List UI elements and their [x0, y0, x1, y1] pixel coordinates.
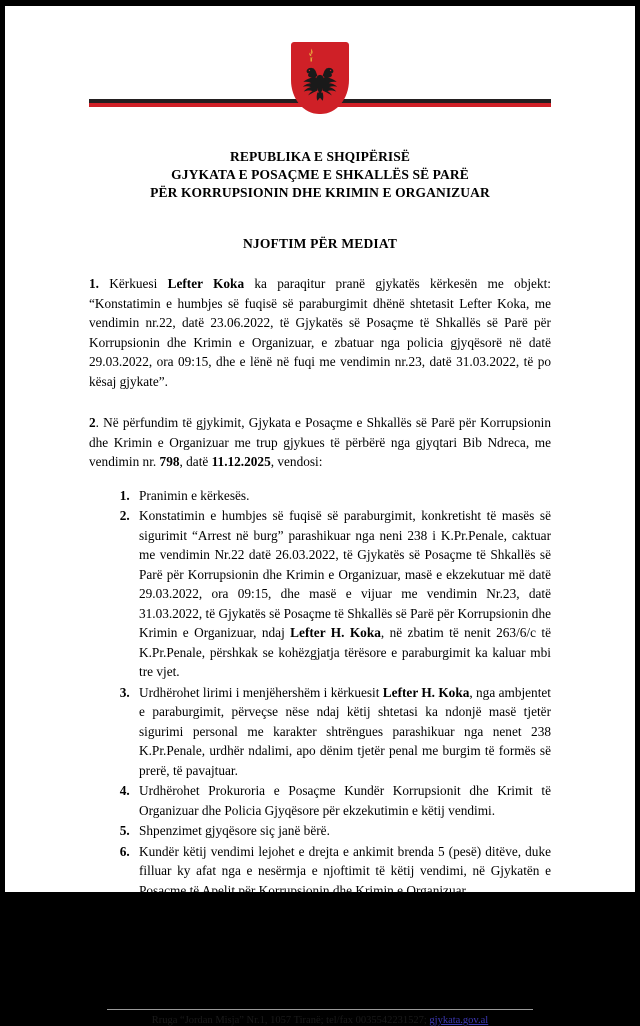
list-item: [133, 683, 551, 781]
decisions-list: [89, 486, 551, 901]
decision-1-text-a: Pranimin e kërkesës.: [139, 487, 250, 503]
signature-line: Tiranë, më datë 11.12.2025: [399, 930, 551, 945]
decision-3-text-a: Urdhërohet lirimi i menjëhershëm i kërkuesit: [139, 684, 383, 700]
org-line-2: GJYKATA E POSAÇME E SHKALLËS SË PARË: [171, 167, 469, 182]
decision-3-text-b: , nga ambjentet e paraburgimit, përveçse nëse ndaj këtij shtetasi ka ndonjë masë tjetër sigurimi personal me karakter shtrëngues parashikuar nga nenet 238 K.Pr.Penale, urdhër ndalimi, apo dënim tjetër penal me burgim të formës së prerë, të pavajtuar.: [139, 684, 551, 778]
letterhead-emblem-area: [89, 42, 551, 146]
list-item: [133, 821, 551, 841]
organization-title: [89, 148, 551, 202]
paragraph-2-number: 2: [89, 415, 96, 430]
paragraph-1-text-b: ka paraqitur pranë gjykatës kërkesën me objekt: “Konstatimin e humbjes së fuqisë së paraburgimit dhënë shtetasit Lefter Koka, me vendimin nr.22, datë 23.06.2022, të Gjykatës së Posaçme të Shkallës së Parë për Korrupsionin dhe Krimin e Organizuar, e zbatuar nga policia gjyqësorë në datë 29.03.2022, ora 09:15, dhe e lënë në fuqi me vendimin nr.23, datë 31.03.2022, të po kësaj gjykate”.: [89, 276, 551, 389]
list-item: [133, 506, 551, 682]
decision-number: 798: [159, 454, 180, 469]
decision-3-person-name: Lefter H. Koka: [382, 684, 470, 700]
list-item: [133, 842, 551, 901]
paragraph-1: [89, 274, 551, 391]
org-line-1: REPUBLIKA E SHQIPËRISË: [229, 149, 410, 164]
list-item: [133, 781, 551, 820]
paragraph-2-text-c: , vendosi:: [270, 454, 323, 469]
decision-2-text-a: Konstatimin e humbjes së fuqisë së paraburgimit, konkretisht të masës së sigurimit “Arrest në burg” parashikuar nga neni 238 i K.Pr.Penale, caktuar me vendimin Nr.22 datë 26.03.2022, të Gjykatës së Posaçme të Shkallës së Parë për Korrupsionin dhe Krimin e Organizuar, masë e ekzekutuar më datë 29.03.2022, ora 09:15, dhe masë e vijuar me vendimin Nr.23, datë 31.03.2022, të Gjykatës së Posaçme të Shkallës së Parë për Korrupsionin dhe Krimin e Organizuar, ndaj: [139, 508, 551, 640]
albanian-coat-of-arms-icon: [291, 42, 349, 114]
double-headed-eagle-icon: [298, 59, 342, 103]
paragraph-2: [89, 413, 551, 472]
list-item: [133, 486, 551, 506]
decision-date: 11.12.2025: [211, 454, 271, 469]
footer-address-text: Rruga “Jordan Misja” Nr.1, 1057 Tiranë; tel/fax 0035542231527;: [151, 1015, 430, 1026]
header-divider-left: [89, 99, 304, 107]
footer-address: [89, 1015, 551, 1026]
document-body: [5, 42, 635, 1026]
footer-divider: [107, 1009, 533, 1010]
paragraph-1-applicant-name: Lefter Koka: [167, 276, 245, 291]
org-line-3: PËR KORRUPSIONIN DHE KRIMIN E ORGANIZUAR: [150, 185, 490, 200]
decision-4-text-a: Urdhërohet Prokuroria e Posaçme Kundër Korrupsionit dhe Krimit të Organizuar dhe Policia Gjyqësore për ekzekutimin e këtij vendimi.: [139, 783, 551, 818]
decision-2-text-b: , në zbatim të nenit 263/6/c të K.Pr.Penale, përshkak se kohëzgjatja tërësore e paraburgimit ka kaluar mbi tre vjet.: [139, 625, 552, 679]
page-title: NJOFTIM PËR MEDIAT: [242, 236, 398, 251]
footer-website-link[interactable]: gjykata.gov.al: [429, 1015, 489, 1026]
document-page: [5, 6, 635, 1026]
footer-court-name: Gjykata e Posaçme e Shkallës së Parë për Korrupsionin dhe Krimin e Organizuar: [92, 984, 547, 999]
header-divider-right: [336, 99, 551, 107]
decision-5-text-a: Shpenzimet gjyqësore siç janë bërë.: [139, 823, 330, 838]
paragraph-2-text-a: . Në përfundim të gjykimit, Gjykata e Posaçme e Shkallës së Parë për Korrupsionin dhe Krimin e Organizuar me trup gjykues të përbërë nga gjyqtari Bib Ndreca, me vendimin nr.: [89, 415, 551, 469]
decision-2-person-name: Lefter H. Koka: [290, 625, 381, 640]
decision-6-text-a: Kundër këtij vendimi lejohet e drejta e ankimit brenda 5 (pesë) ditëve, duke filluar ky afat nga e nesërmja e njoftimit të këtij vendimi, në Gjykatën e Posaçme të Apelit për Korrupsionin dhe Krimin e Organizuar.: [139, 843, 551, 898]
paragraph-1-text-a: Kërkuesi: [98, 276, 168, 291]
paragraph-1-number: 1.: [89, 276, 99, 291]
paragraph-2-text-b: , datë: [179, 454, 212, 469]
